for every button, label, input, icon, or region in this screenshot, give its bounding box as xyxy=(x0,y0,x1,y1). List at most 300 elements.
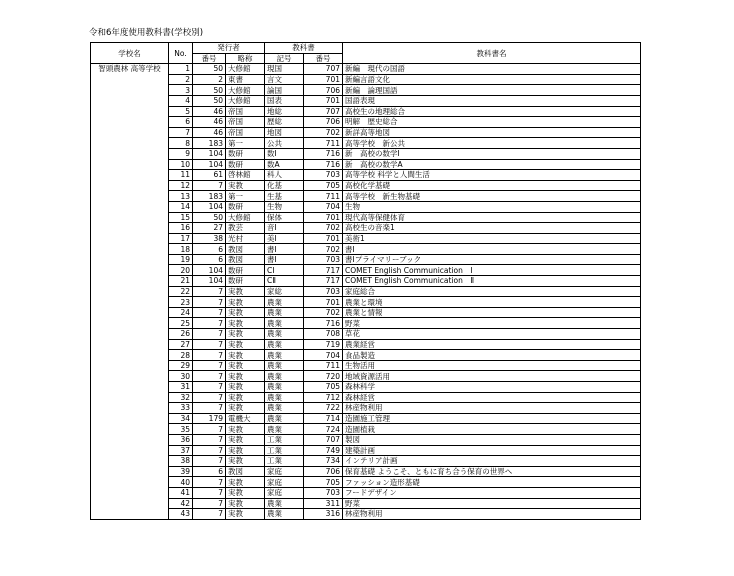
table-row xyxy=(91,413,641,424)
textbook-name: 生物 xyxy=(343,201,641,212)
textbook-symbol: 家総 xyxy=(265,286,304,297)
header-textbook-name: 教科書名 xyxy=(343,43,641,64)
textbook-name: 高校生の地理総合 xyxy=(343,106,641,117)
row-no: 19 xyxy=(169,254,193,265)
table-row xyxy=(91,159,641,170)
row-no: 2 xyxy=(169,74,193,85)
publisher-abbr: 実教 xyxy=(226,329,265,340)
textbook-number: 701 xyxy=(304,297,343,308)
table-row xyxy=(91,286,641,297)
publisher-number: 104 xyxy=(193,201,226,212)
textbook-number: 720 xyxy=(304,371,343,382)
table-row xyxy=(91,424,641,435)
textbook-name: 地域資源活用 xyxy=(343,371,641,382)
table-row xyxy=(91,74,641,85)
publisher-number: 104 xyxy=(193,148,226,159)
header-publisher-number: 番号 xyxy=(193,53,226,64)
publisher-number: 7 xyxy=(193,297,226,308)
row-no: 34 xyxy=(169,413,193,424)
textbook-symbol: 農業 xyxy=(265,297,304,308)
table-row xyxy=(91,127,641,138)
textbook-name: 農業と環境 xyxy=(343,297,641,308)
textbook-number: 706 xyxy=(304,85,343,96)
table-row xyxy=(91,138,641,149)
textbook-symbol: 農業 xyxy=(265,360,304,371)
textbook-name: 森林経営 xyxy=(343,392,641,403)
row-no: 6 xyxy=(169,117,193,128)
textbook-number: 701 xyxy=(304,212,343,223)
textbook-symbol: 工業 xyxy=(265,445,304,456)
publisher-abbr: 実教 xyxy=(226,297,265,308)
row-no: 43 xyxy=(169,509,193,520)
textbook-number: 703 xyxy=(304,286,343,297)
publisher-abbr: 実教 xyxy=(226,392,265,403)
row-no: 10 xyxy=(169,159,193,170)
publisher-abbr: 教図 xyxy=(226,254,265,265)
row-no: 40 xyxy=(169,477,193,488)
row-no: 33 xyxy=(169,403,193,414)
publisher-abbr: 数研 xyxy=(226,265,265,276)
publisher-abbr: 教図 xyxy=(226,244,265,255)
row-no: 38 xyxy=(169,456,193,467)
textbook-name: 新詳高等地図 xyxy=(343,127,641,138)
table-row xyxy=(91,329,641,340)
textbook-name: 新 高校の数学Ⅰ xyxy=(343,148,641,159)
table-row xyxy=(91,477,641,488)
textbook-name: 森林科学 xyxy=(343,382,641,393)
table-row xyxy=(91,64,641,75)
publisher-number: 7 xyxy=(193,286,226,297)
textbook-number: 711 xyxy=(304,138,343,149)
row-no: 17 xyxy=(169,233,193,244)
textbook-name: COMET English Communication Ⅱ xyxy=(343,276,641,287)
row-no: 4 xyxy=(169,95,193,106)
row-no: 37 xyxy=(169,445,193,456)
header-no: No. xyxy=(169,43,193,64)
publisher-abbr: 東書 xyxy=(226,74,265,85)
publisher-number: 27 xyxy=(193,223,226,234)
header-publisher: 発行者 xyxy=(193,43,265,54)
textbook-name: 生物活用 xyxy=(343,360,641,371)
textbook-name: 新 高校の数学A xyxy=(343,159,641,170)
publisher-abbr: 教図 xyxy=(226,466,265,477)
publisher-abbr: 啓林館 xyxy=(226,170,265,181)
publisher-number: 7 xyxy=(193,307,226,318)
textbook-symbol: 科人 xyxy=(265,170,304,181)
textbook-symbol: 保体 xyxy=(265,212,304,223)
textbook-number: 717 xyxy=(304,265,343,276)
publisher-number: 7 xyxy=(193,477,226,488)
textbook-number: 734 xyxy=(304,456,343,467)
textbook-number: 705 xyxy=(304,477,343,488)
table-row xyxy=(91,509,641,520)
textbook-symbol: 化基 xyxy=(265,180,304,191)
textbook-symbol: 音Ⅰ xyxy=(265,223,304,234)
publisher-abbr: 実教 xyxy=(226,456,265,467)
textbook-number: 701 xyxy=(304,74,343,85)
publisher-number: 61 xyxy=(193,170,226,181)
publisher-number: 104 xyxy=(193,159,226,170)
publisher-abbr: 実教 xyxy=(226,382,265,393)
publisher-number: 46 xyxy=(193,127,226,138)
table-row xyxy=(91,403,641,414)
textbook-name: ファッション造形基礎 xyxy=(343,477,641,488)
publisher-number: 7 xyxy=(193,509,226,520)
row-no: 14 xyxy=(169,201,193,212)
publisher-number: 7 xyxy=(193,360,226,371)
row-no: 22 xyxy=(169,286,193,297)
table-row xyxy=(91,297,641,308)
textbook-symbol: 生基 xyxy=(265,191,304,202)
textbook-name: 新編 現代の国語 xyxy=(343,64,641,75)
textbook-number: 705 xyxy=(304,180,343,191)
textbook-name: 農業経営 xyxy=(343,339,641,350)
publisher-abbr: 光村 xyxy=(226,233,265,244)
publisher-number: 46 xyxy=(193,117,226,128)
table-row xyxy=(91,466,641,477)
table-row xyxy=(91,382,641,393)
textbook-symbol: 農業 xyxy=(265,424,304,435)
publisher-abbr: 数研 xyxy=(226,276,265,287)
publisher-abbr: 大修館 xyxy=(226,64,265,75)
textbook-name: 林産物利用 xyxy=(343,509,641,520)
publisher-number: 104 xyxy=(193,276,226,287)
textbook-number: 701 xyxy=(304,95,343,106)
row-no: 29 xyxy=(169,360,193,371)
table-row xyxy=(91,148,641,159)
publisher-abbr: 第一 xyxy=(226,138,265,149)
textbook-symbol: 工業 xyxy=(265,456,304,467)
textbook-symbol: 論国 xyxy=(265,85,304,96)
publisher-number: 179 xyxy=(193,413,226,424)
row-no: 31 xyxy=(169,382,193,393)
textbook-symbol: 農業 xyxy=(265,498,304,509)
textbook-number: 703 xyxy=(304,487,343,498)
publisher-abbr: 実教 xyxy=(226,487,265,498)
textbook-symbol: 美Ⅰ xyxy=(265,233,304,244)
publisher-abbr: 大修館 xyxy=(226,85,265,96)
textbook-name: 製図 xyxy=(343,434,641,445)
textbook-name: 高校化学基礎 xyxy=(343,180,641,191)
textbook-symbol: 農業 xyxy=(265,392,304,403)
publisher-number: 50 xyxy=(193,85,226,96)
row-no: 23 xyxy=(169,297,193,308)
row-no: 11 xyxy=(169,170,193,181)
textbook-number: 711 xyxy=(304,360,343,371)
textbook-symbol: 農業 xyxy=(265,371,304,382)
textbook-symbol: 農業 xyxy=(265,339,304,350)
publisher-number: 7 xyxy=(193,371,226,382)
row-no: 41 xyxy=(169,487,193,498)
publisher-number: 7 xyxy=(193,445,226,456)
textbook-symbol: 農業 xyxy=(265,350,304,361)
textbook-number: 719 xyxy=(304,339,343,350)
textbook-symbol: 数A xyxy=(265,159,304,170)
textbook-number: 722 xyxy=(304,403,343,414)
textbook-number: 702 xyxy=(304,244,343,255)
table-body xyxy=(91,64,641,520)
row-no: 35 xyxy=(169,424,193,435)
textbook-name: 書Ⅰプライマリーブック xyxy=(343,254,641,265)
textbook-symbol: 書Ⅰ xyxy=(265,254,304,265)
textbook-name: 建築計画 xyxy=(343,445,641,456)
publisher-abbr: 数研 xyxy=(226,148,265,159)
publisher-number: 2 xyxy=(193,74,226,85)
textbook-name: 野菜 xyxy=(343,498,641,509)
header-textbook: 教科書 xyxy=(265,43,343,54)
table-row xyxy=(91,307,641,318)
header-school: 学校名 xyxy=(91,43,169,64)
textbook-number: 706 xyxy=(304,466,343,477)
publisher-abbr: 実教 xyxy=(226,477,265,488)
publisher-number: 46 xyxy=(193,106,226,117)
table-row xyxy=(91,276,641,287)
row-no: 16 xyxy=(169,223,193,234)
textbook-name: COMET English Communication Ⅰ xyxy=(343,265,641,276)
publisher-number: 183 xyxy=(193,191,226,202)
row-no: 27 xyxy=(169,339,193,350)
publisher-number: 7 xyxy=(193,403,226,414)
school-name: 智頭農林 高等学校 xyxy=(91,64,169,520)
textbook-number: 702 xyxy=(304,307,343,318)
publisher-abbr: 実教 xyxy=(226,318,265,329)
textbook-symbol: 農業 xyxy=(265,318,304,329)
row-no: 7 xyxy=(169,127,193,138)
header-row-1 xyxy=(91,43,641,54)
page-title: 令和6年度使用教科書(学校別) xyxy=(89,28,204,38)
publisher-number: 6 xyxy=(193,466,226,477)
textbook-number: 706 xyxy=(304,117,343,128)
table-row xyxy=(91,498,641,509)
textbook-number: 703 xyxy=(304,254,343,265)
publisher-number: 7 xyxy=(193,456,226,467)
table-row xyxy=(91,487,641,498)
row-no: 8 xyxy=(169,138,193,149)
publisher-number: 104 xyxy=(193,265,226,276)
table-row xyxy=(91,233,641,244)
textbook-symbol: 歴総 xyxy=(265,117,304,128)
publisher-abbr: 実教 xyxy=(226,339,265,350)
row-no: 42 xyxy=(169,498,193,509)
table-row xyxy=(91,371,641,382)
table-row xyxy=(91,244,641,255)
textbook-symbol: 公共 xyxy=(265,138,304,149)
textbook-symbol: 家庭 xyxy=(265,477,304,488)
table-row xyxy=(91,106,641,117)
publisher-abbr: 実教 xyxy=(226,307,265,318)
row-no: 1 xyxy=(169,64,193,75)
textbook-number: 708 xyxy=(304,329,343,340)
publisher-number: 7 xyxy=(193,318,226,329)
textbook-name: 国語表現 xyxy=(343,95,641,106)
textbook-name: フードデザイン xyxy=(343,487,641,498)
textbook-symbol: 家庭 xyxy=(265,487,304,498)
textbook-name: 現代高等保健体育 xyxy=(343,212,641,223)
textbook-name: インテリア計画 xyxy=(343,456,641,467)
publisher-abbr: 教芸 xyxy=(226,223,265,234)
textbook-symbol: 農業 xyxy=(265,509,304,520)
textbook-name: 家庭総合 xyxy=(343,286,641,297)
publisher-abbr: 実教 xyxy=(226,350,265,361)
publisher-abbr: 実教 xyxy=(226,445,265,456)
row-no: 12 xyxy=(169,180,193,191)
textbook-number: 704 xyxy=(304,201,343,212)
textbook-symbol: 農業 xyxy=(265,307,304,318)
publisher-number: 50 xyxy=(193,64,226,75)
textbook-number: 717 xyxy=(304,276,343,287)
table-row xyxy=(91,95,641,106)
table-row xyxy=(91,212,641,223)
publisher-number: 6 xyxy=(193,254,226,265)
publisher-abbr: 第一 xyxy=(226,191,265,202)
textbook-symbol: 地総 xyxy=(265,106,304,117)
publisher-number: 7 xyxy=(193,392,226,403)
textbook-number: 716 xyxy=(304,318,343,329)
textbook-symbol: 農業 xyxy=(265,382,304,393)
textbook-number: 716 xyxy=(304,148,343,159)
publisher-abbr: 電機大 xyxy=(226,413,265,424)
table-row xyxy=(91,392,641,403)
textbook-name: 高等学校 新公共 xyxy=(343,138,641,149)
table-row xyxy=(91,180,641,191)
table-row xyxy=(91,350,641,361)
row-no: 24 xyxy=(169,307,193,318)
textbook-symbol: CⅠ xyxy=(265,265,304,276)
publisher-abbr: 帝国 xyxy=(226,127,265,138)
textbook-symbol: CⅡ xyxy=(265,276,304,287)
row-no: 20 xyxy=(169,265,193,276)
row-no: 5 xyxy=(169,106,193,117)
row-no: 9 xyxy=(169,148,193,159)
textbook-table xyxy=(90,42,641,520)
textbook-name: 造園施工管理 xyxy=(343,413,641,424)
publisher-number: 7 xyxy=(193,487,226,498)
textbook-number: 707 xyxy=(304,64,343,75)
table-row xyxy=(91,85,641,96)
table-row xyxy=(91,456,641,467)
publisher-abbr: 実教 xyxy=(226,509,265,520)
row-no: 28 xyxy=(169,350,193,361)
publisher-number: 38 xyxy=(193,233,226,244)
publisher-abbr: 実教 xyxy=(226,371,265,382)
table-row xyxy=(91,434,641,445)
textbook-number: 316 xyxy=(304,509,343,520)
textbook-name: 明解 歴史総合 xyxy=(343,117,641,128)
textbook-symbol: 現国 xyxy=(265,64,304,75)
publisher-abbr: 数研 xyxy=(226,159,265,170)
textbook-symbol: 工業 xyxy=(265,434,304,445)
textbook-name: 林産物利用 xyxy=(343,403,641,414)
textbook-name: 野菜 xyxy=(343,318,641,329)
table-row xyxy=(91,254,641,265)
textbook-number: 724 xyxy=(304,424,343,435)
textbook-name: 農業と情報 xyxy=(343,307,641,318)
textbook-number: 705 xyxy=(304,382,343,393)
row-no: 13 xyxy=(169,191,193,202)
publisher-abbr: 実教 xyxy=(226,360,265,371)
row-no: 3 xyxy=(169,85,193,96)
textbook-name: 美術1 xyxy=(343,233,641,244)
textbook-number: 716 xyxy=(304,159,343,170)
row-no: 36 xyxy=(169,434,193,445)
table-row xyxy=(91,191,641,202)
textbook-number: 704 xyxy=(304,350,343,361)
publisher-number: 7 xyxy=(193,339,226,350)
row-no: 25 xyxy=(169,318,193,329)
textbook-number: 707 xyxy=(304,106,343,117)
textbook-name: 高等学校 科学と人間生活 xyxy=(343,170,641,181)
publisher-abbr: 実教 xyxy=(226,403,265,414)
table-row xyxy=(91,445,641,456)
textbook-symbol: 生物 xyxy=(265,201,304,212)
publisher-number: 7 xyxy=(193,329,226,340)
textbook-number: 702 xyxy=(304,127,343,138)
textbook-number: 311 xyxy=(304,498,343,509)
textbook-symbol: 家庭 xyxy=(265,466,304,477)
publisher-abbr: 帝国 xyxy=(226,117,265,128)
textbook-number: 711 xyxy=(304,191,343,202)
textbook-symbol: 農業 xyxy=(265,403,304,414)
publisher-number: 7 xyxy=(193,498,226,509)
publisher-abbr: 大修館 xyxy=(226,212,265,223)
table-row xyxy=(91,339,641,350)
publisher-abbr: 実教 xyxy=(226,498,265,509)
publisher-abbr: 大修館 xyxy=(226,95,265,106)
publisher-number: 7 xyxy=(193,382,226,393)
textbook-number: 707 xyxy=(304,434,343,445)
table-row xyxy=(91,201,641,212)
publisher-abbr: 実教 xyxy=(226,180,265,191)
textbook-symbol: 言文 xyxy=(265,74,304,85)
textbook-number: 701 xyxy=(304,233,343,244)
textbook-symbol: 書Ⅰ xyxy=(265,244,304,255)
header-textbook-symbol: 記号 xyxy=(265,53,304,64)
publisher-number: 7 xyxy=(193,350,226,361)
row-no: 26 xyxy=(169,329,193,340)
publisher-abbr: 実教 xyxy=(226,424,265,435)
publisher-number: 50 xyxy=(193,95,226,106)
textbook-number: 712 xyxy=(304,392,343,403)
table-row xyxy=(91,117,641,128)
textbook-name: 新編言語文化 xyxy=(343,74,641,85)
table-row xyxy=(91,318,641,329)
textbook-symbol: 地図 xyxy=(265,127,304,138)
textbook-name: 草花 xyxy=(343,329,641,340)
textbook-name: 保育基礎 ようこそ、ともに育ち合う保育の世界へ xyxy=(343,466,641,477)
publisher-abbr: 数研 xyxy=(226,201,265,212)
textbook-name: 高校生の音楽1 xyxy=(343,223,641,234)
publisher-number: 7 xyxy=(193,180,226,191)
textbook-name: 食品製造 xyxy=(343,350,641,361)
publisher-abbr: 実教 xyxy=(226,286,265,297)
row-no: 21 xyxy=(169,276,193,287)
textbook-number: 714 xyxy=(304,413,343,424)
publisher-abbr: 実教 xyxy=(226,434,265,445)
textbook-number: 749 xyxy=(304,445,343,456)
row-no: 32 xyxy=(169,392,193,403)
row-no: 18 xyxy=(169,244,193,255)
header-publisher-abbr: 略称 xyxy=(226,53,265,64)
textbook-number: 703 xyxy=(304,170,343,181)
textbook-symbol: 農業 xyxy=(265,413,304,424)
textbook-name: 高等学校 新生物基礎 xyxy=(343,191,641,202)
table-row xyxy=(91,265,641,276)
publisher-number: 7 xyxy=(193,434,226,445)
publisher-number: 7 xyxy=(193,424,226,435)
row-no: 30 xyxy=(169,371,193,382)
textbook-name: 書Ⅰ xyxy=(343,244,641,255)
textbook-symbol: 国表 xyxy=(265,95,304,106)
